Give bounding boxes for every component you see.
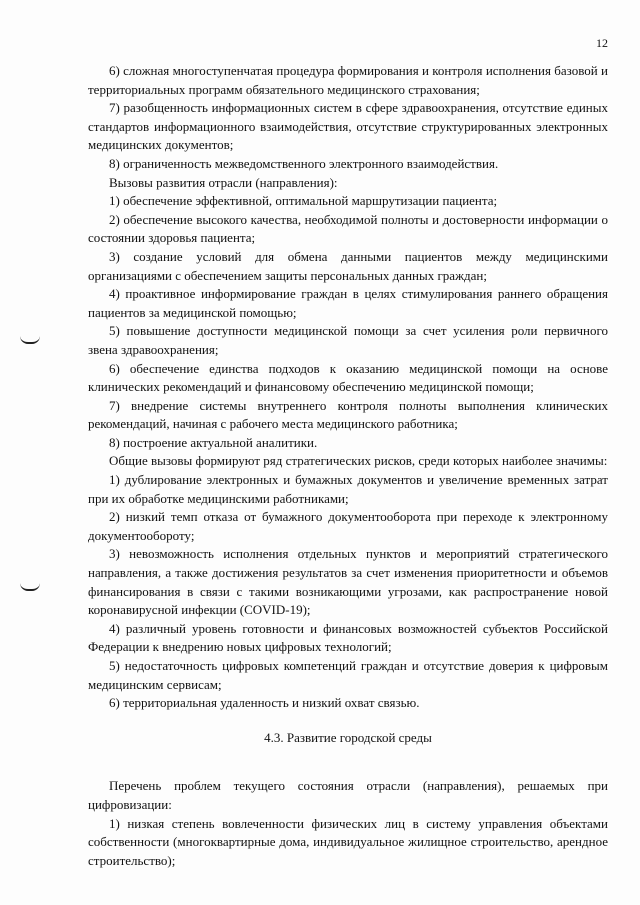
paragraph: 2) обеспечение высокого качества, необходимой полноты и достоверности информации о состоянии здоровья пациента;	[88, 211, 608, 246]
paragraph: 8) построение актуальной аналитики.	[109, 434, 318, 450]
paragraph: 5) недостаточность цифровых компетенций граждан и отсутствие доверия к цифровым медицинским сервисам;	[88, 658, 608, 692]
paragraph: 1) обеспечение эффективной, оптимальной маршрутизации пациента;	[109, 193, 498, 209]
paragraph: 3) невозможность исполнения отдельных пунктов и мероприятий стратегического направления, а также достижения результатов за счет изменения приоритетности и объемов финансирования в связи с такими возникающими угрозами, как распространение новой коронавирусной инфекции (COVID-19);	[88, 546, 608, 618]
page-number: 12	[596, 36, 608, 50]
document-body	[88, 62, 608, 870]
paragraph: 6) обеспечение единства подходов к оказанию медицинской помощи на основе клинических рекомендаций и финансовому обеспечению медицинской помощи;	[88, 360, 608, 395]
paragraph: 6) территориальная удаленность и низкий охват связью.	[109, 695, 420, 711]
paragraph: 4) различный уровень готовности и финансовых возможностей субъектов Российской Федерации к внедрению новых цифровых технологий;	[88, 620, 608, 655]
paragraph: 7) внедрение системы внутреннего контроля полноты выполнения клинических рекомендаций, начиная с рабочего места медицинского работника;	[88, 397, 608, 432]
paragraph: Перечень проблем текущего состояния отрасли (направления), решаемых при цифровизации:	[88, 778, 608, 812]
paragraph: Общие вызовы формируют ряд стратегических рисков, среди которых наиболее значимы:	[109, 453, 608, 469]
paragraph: 1) низкая степень вовлеченности физических лиц в систему управления объектами собственности (многоквартирные дома, индивидуальное жилищное строительство, арендное строительство);	[88, 815, 608, 868]
paragraph: 2) низкий темп отказа от бумажного документооборота при переходе к электронному документообороту;	[88, 509, 608, 543]
paragraph: 6) сложная многоступенчатая процедура формирования и контроля исполнения базовой и территориальных программ обязательного медицинского страхования;	[88, 63, 608, 97]
paragraph: 5) повышение доступности медицинской помощи за счет усиления роли первичного звена здравоохранения;	[88, 323, 608, 357]
paragraph: Вызовы развития отрасли (направления):	[109, 174, 338, 190]
paragraph: 7) разобщенность информационных систем в сфере здравоохранения, отсутствие единых стандартов информационного взаимодействия, отсутствие структурированных электронных медицинских документов;	[88, 100, 608, 153]
section-heading: 4.3. Развитие городской среды	[264, 729, 432, 745]
paragraph: 3) создание условий для обмена данными пациентов между медицинскими организациями с обеспечением защиты персональных данных граждан;	[88, 248, 608, 283]
margin-mark	[20, 336, 40, 344]
paragraph: 1) дублирование электронных и бумажных документов и увеличение временных затрат при их обработке медицинскими работниками;	[88, 472, 608, 506]
paragraph: 8) ограниченность межведомственного электронного взаимодействия.	[109, 155, 499, 171]
margin-mark	[20, 583, 40, 591]
paragraph: 4) проактивное информирование граждан в целях стимулирования раннего обращения пациентов за медицинской помощью;	[88, 286, 608, 320]
